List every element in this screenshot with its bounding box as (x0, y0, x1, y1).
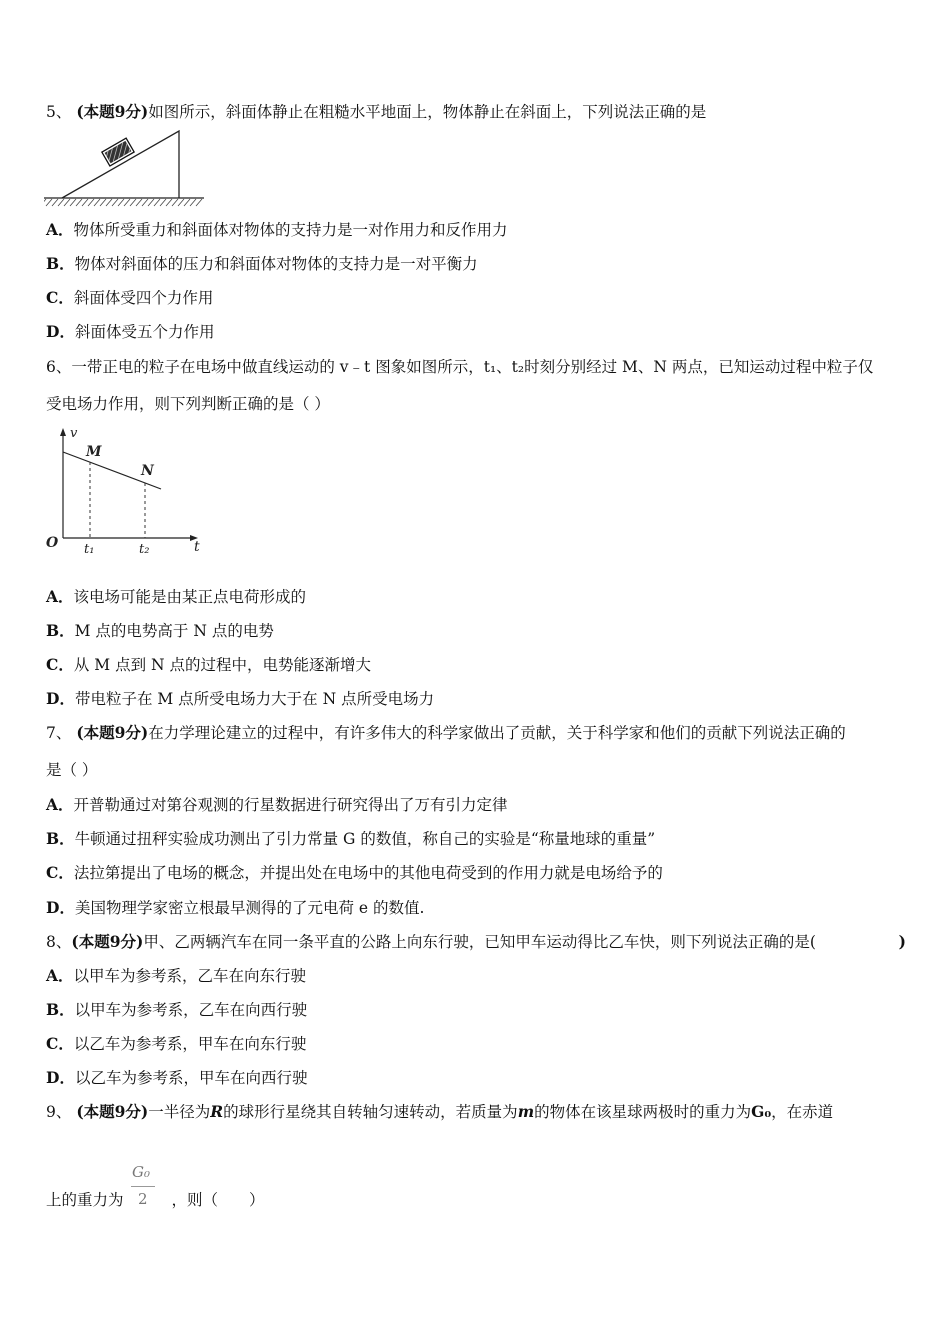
question-text: ，则（ ） (171, 1191, 265, 1209)
question-score: (本题9分) (71, 932, 144, 951)
question-6-option-d[interactable] (46, 688, 434, 710)
option-letter: C． (46, 863, 74, 882)
question-text: 甲、乙两辆汽车在同一条平直的公路上向东行驶，已知甲车运动得比乙车快，则下列说法正确的是( (143, 933, 816, 951)
option-letter: C． (46, 655, 74, 674)
fraction-bar (131, 1186, 155, 1187)
option-text: M 点的电势高于 N 点的电势 (74, 622, 274, 640)
tick-label-t2: t₂ (139, 542, 150, 557)
question-number: 9、 (46, 1103, 72, 1121)
question-7-stem-line2 (46, 759, 97, 781)
question-6-stem-line1 (46, 356, 873, 378)
option-letter: C． (46, 288, 74, 307)
question-text: ，在赤道 (771, 1103, 834, 1121)
question-5-option-d[interactable] (46, 321, 214, 343)
incline-figure (44, 127, 206, 209)
question-number: 5、 (46, 103, 72, 121)
question-6-option-c[interactable] (46, 654, 371, 676)
question-7-option-a[interactable] (46, 794, 508, 816)
question-text: 一半径为 (148, 1103, 211, 1121)
question-text: 受电场力作用，则下列判断正确的是（ ） (46, 395, 330, 413)
block-on-incline (102, 138, 134, 166)
question-7-option-b[interactable] (46, 828, 655, 850)
option-text: 以乙车为参考系，甲车在向东行驶 (73, 1035, 307, 1053)
question-7-option-c[interactable] (46, 862, 663, 884)
question-score: (本题9分) (76, 102, 149, 121)
option-text: 以甲车为参考系，乙车在向东行驶 (73, 967, 307, 985)
option-letter: D． (46, 689, 75, 708)
question-8-stem (46, 931, 906, 953)
option-letter: D． (46, 898, 75, 917)
question-number: 8、 (46, 933, 72, 951)
option-letter: A． (46, 795, 74, 814)
option-letter: D． (46, 1068, 75, 1087)
question-5-option-c[interactable] (46, 287, 213, 309)
origin-label: O (46, 535, 59, 551)
option-letter: B． (46, 254, 75, 273)
question-9-stem-line1 (46, 1101, 833, 1123)
question-score: (本题9分) (76, 1102, 149, 1121)
question-score: (本题9分) (76, 723, 149, 742)
point-label-n: N (141, 463, 154, 479)
question-6-option-a[interactable] (46, 586, 306, 608)
fraction-numerator: G₀ (132, 1163, 150, 1181)
question-8-option-d[interactable] (46, 1067, 307, 1089)
option-letter: A． (46, 587, 74, 606)
question-6-stem-line2 (46, 393, 330, 415)
fraction-denominator: 2 (138, 1190, 148, 1208)
option-letter: B． (46, 621, 75, 640)
question-stem-end: ) (898, 932, 906, 951)
option-text: 物体对斜面体的压力和斜面体对物体的支持力是一对平衡力 (74, 255, 478, 273)
option-text: 牛顿通过扭秤实验成功测出了引力常量 G 的数值，称自己的实验是“称量地球的重量” (74, 830, 656, 848)
variable-g0: G₀ (751, 1102, 772, 1121)
option-text: 斜面体受四个力作用 (73, 289, 214, 307)
variable-m: m (517, 1102, 535, 1121)
question-6-option-b[interactable] (46, 620, 274, 642)
option-letter: C． (46, 1034, 74, 1053)
question-8-option-b[interactable] (46, 999, 307, 1021)
question-8-option-c[interactable] (46, 1033, 306, 1055)
question-text: 的物体在该星球两极时的重力为 (534, 1103, 752, 1121)
question-text: 上的重力为 (46, 1191, 124, 1209)
vt-graph (44, 423, 214, 563)
question-5-stem (46, 101, 706, 123)
question-7-option-d[interactable] (46, 897, 424, 919)
option-text: 开普勒通过对第谷观测的行星数据进行研究得出了万有引力定律 (73, 796, 508, 814)
option-text: 该电场可能是由某正点电荷形成的 (73, 588, 307, 606)
question-9-stem-line2 (46, 1189, 265, 1211)
option-text: 斜面体受五个力作用 (74, 323, 215, 341)
option-letter: B． (46, 1000, 75, 1019)
question-5-option-b[interactable] (46, 253, 478, 275)
question-text: 是（ ） (46, 761, 98, 779)
question-5-option-a[interactable] (46, 219, 508, 241)
option-text: 物体所受重力和斜面体对物体的支持力是一对作用力和反作用力 (73, 221, 508, 239)
option-letter: D． (46, 322, 75, 341)
question-text: 的球形行星绕其自转轴匀速转动，若质量为 (223, 1103, 518, 1121)
question-number: 7、 (46, 724, 72, 742)
question-7-stem-line1 (46, 722, 846, 744)
question-8-option-a[interactable] (46, 965, 306, 987)
option-text: 从 M 点到 N 点的过程中，电势能逐渐增大 (73, 656, 371, 674)
option-letter: A． (46, 966, 74, 985)
option-text: 以乙车为参考系，甲车在向西行驶 (74, 1069, 308, 1087)
question-text: 如图所示，斜面体静止在粗糙水平地面上，物体静止在斜面上，下列说法正确的是 (148, 103, 707, 121)
option-text: 法拉第提出了电场的概念，并提出处在电场中的其他电荷受到的作用力就是电场给予的 (73, 864, 663, 882)
point-label-m: M (86, 444, 102, 460)
question-text: 一带正电的粒子在电场中做直线运动的 v﹣t 图象如图所示，t₁、t₂时刻分别经过 M、N 两点，已知运动过程中粒子仅 (71, 358, 874, 376)
option-letter: A． (46, 220, 74, 239)
question-text: 在力学理论建立的过程中，有许多伟大的科学家做出了贡献，关于科学家和他们的贡献下列说法正确的 (148, 724, 846, 742)
option-letter: B． (46, 829, 75, 848)
axis-label-v: v (70, 426, 78, 441)
option-text: 以甲车为参考系，乙车在向西行驶 (74, 1001, 308, 1019)
tick-label-t1: t₁ (84, 542, 95, 557)
variable-r: R (210, 1102, 224, 1121)
question-number: 6、 (46, 358, 72, 376)
option-text: 带电粒子在 M 点所受电场力大于在 N 点所受电场力 (74, 690, 435, 708)
axis-label-t: t (194, 539, 200, 555)
option-text: 美国物理学家密立根最早测得的了元电荷 e 的数值. (74, 899, 425, 917)
